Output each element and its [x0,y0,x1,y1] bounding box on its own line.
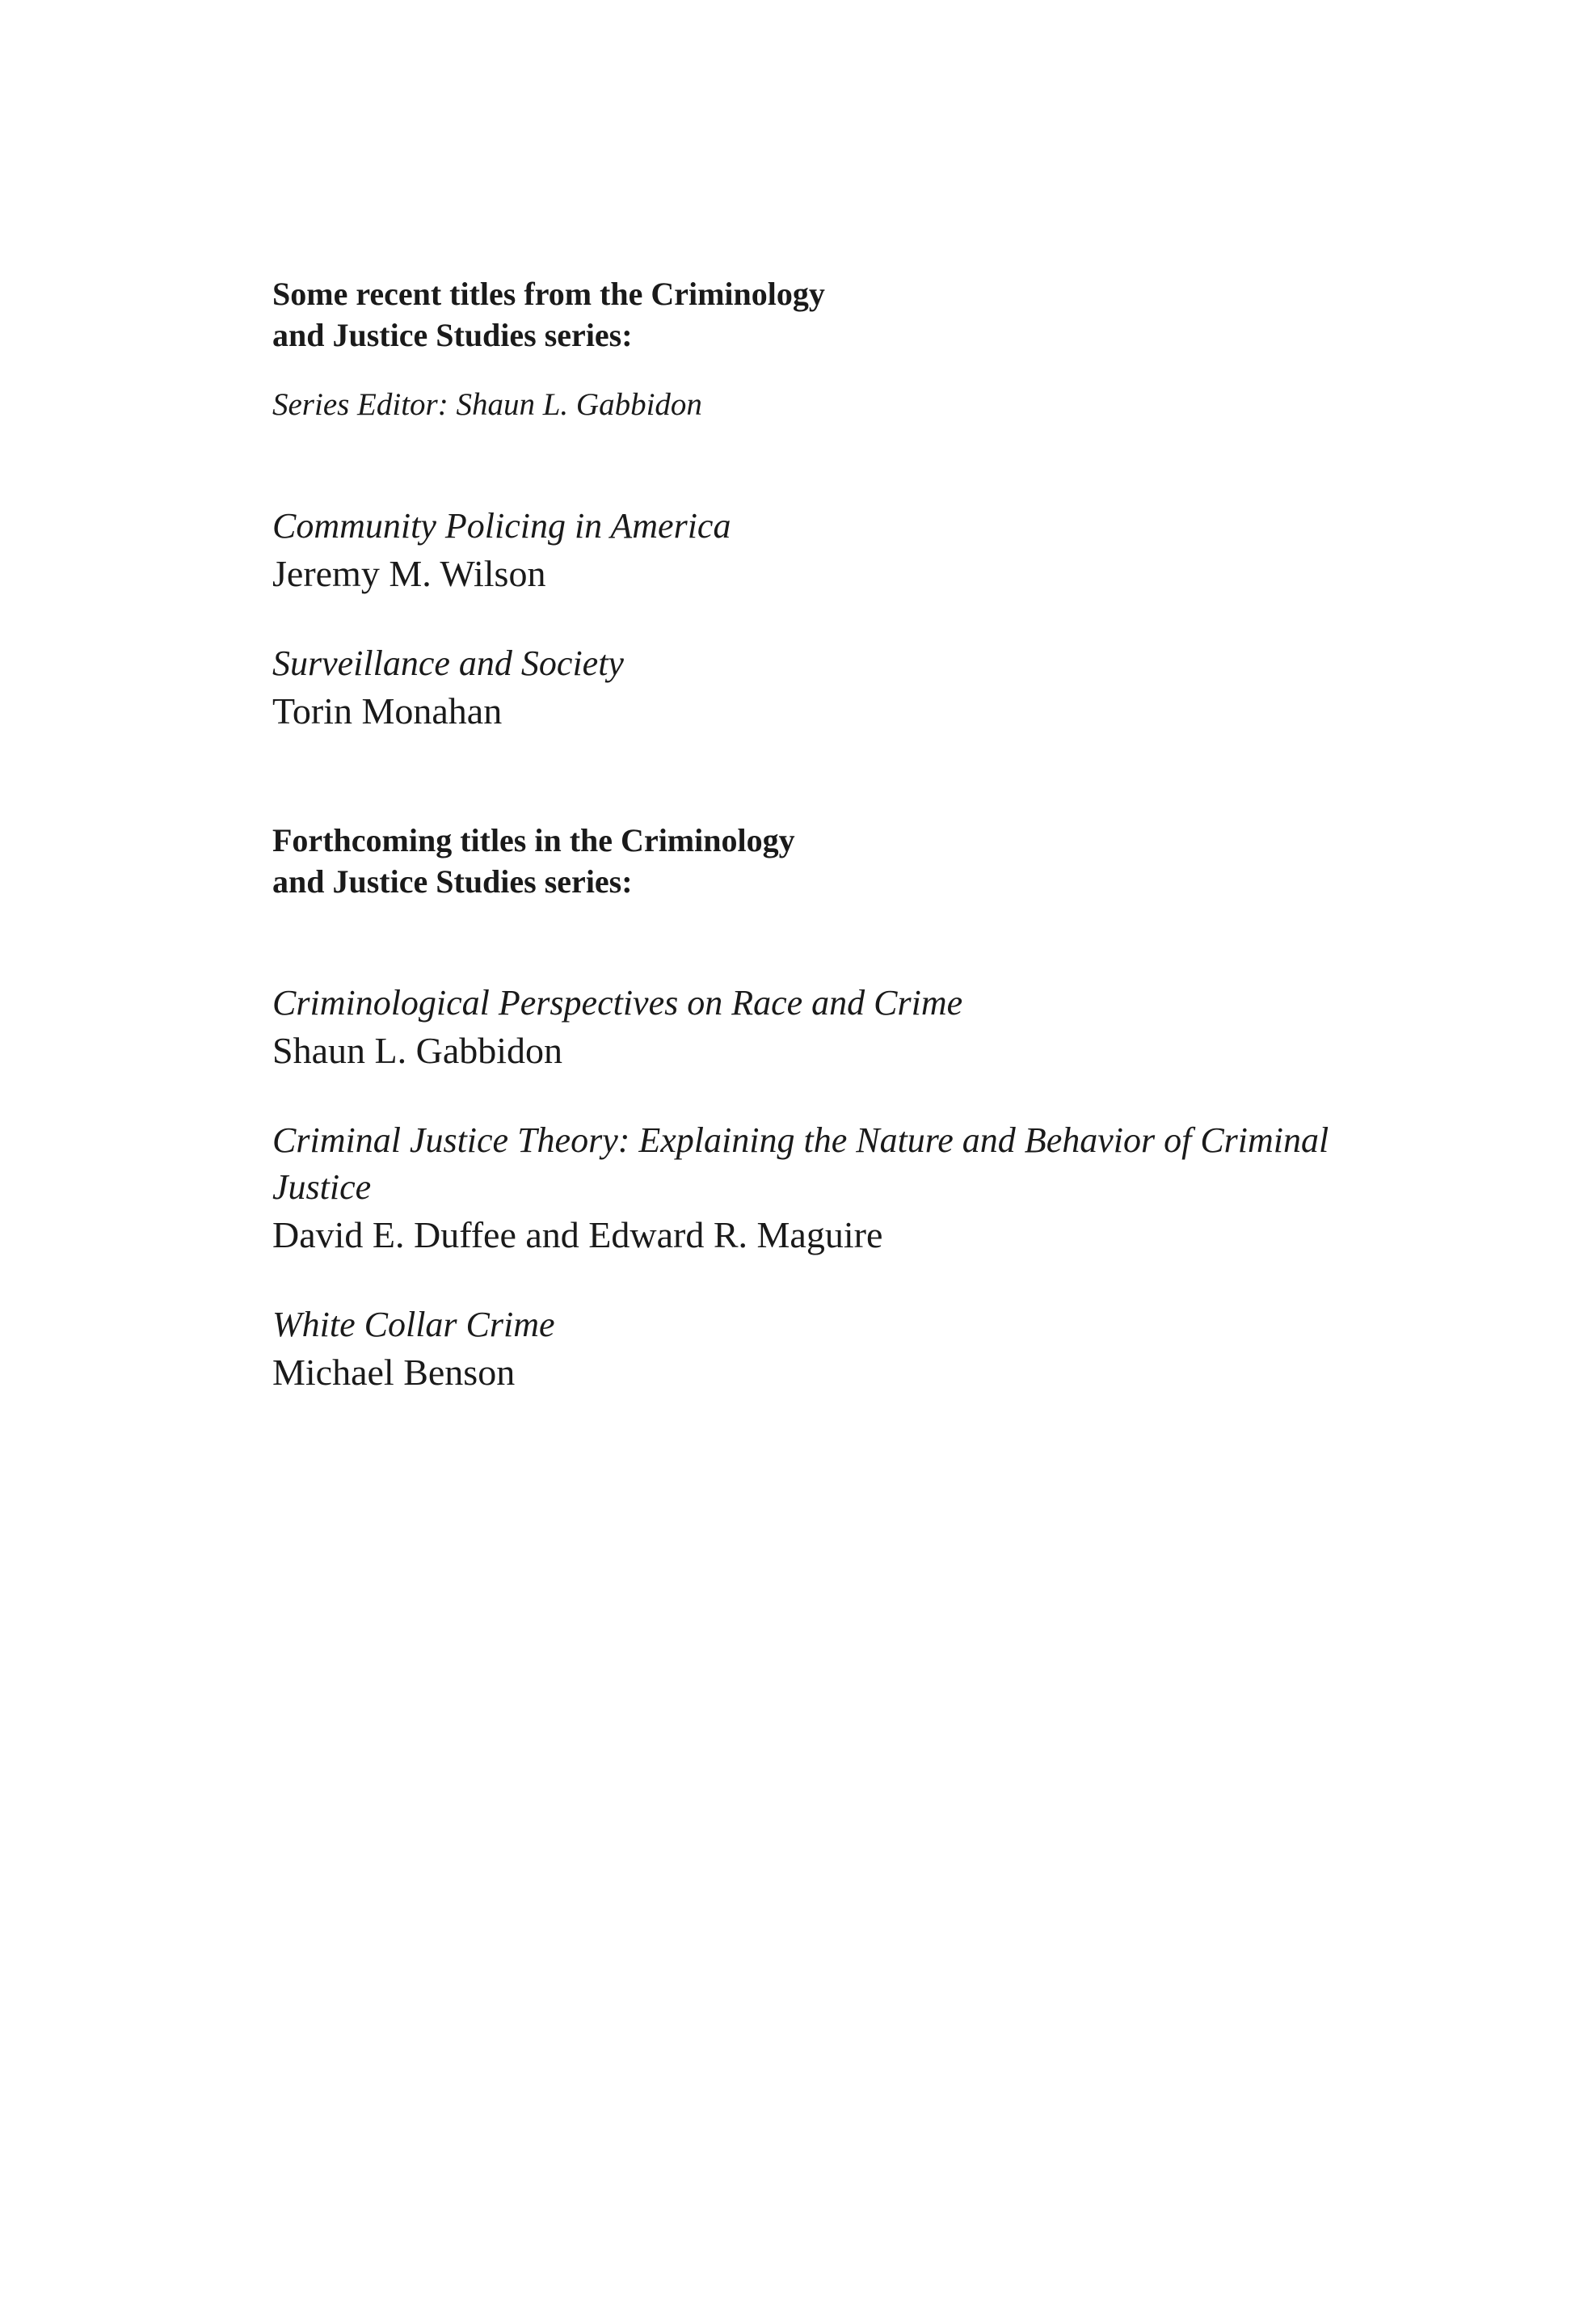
forthcoming-heading-line-2: and Justice Studies series: [272,863,633,900]
book-title: Criminal Justice Theory: Explaining the Nature and Behavior of Criminal Justice [272,1120,1329,1207]
recent-titles-heading [272,273,1347,356]
forthcoming-titles-heading [272,820,1347,902]
series-page [272,273,1347,1397]
book-title: Criminological Perspectives on Race and Crime [272,983,963,1023]
book-author: David E. Duffee and Edward R. Maguire [272,1214,883,1255]
recent-books-list [272,503,1347,736]
book-entry [272,1301,1347,1397]
book-entry [272,503,1347,598]
book-title: Surveillance and Society [272,643,624,683]
forthcoming-books-list [272,980,1347,1397]
book-author: Michael Benson [272,1352,516,1393]
recent-heading-line-1: Some recent titles from the Criminology [272,276,825,312]
recent-titles-section [272,273,1347,736]
book-entry [272,980,1347,1075]
book-author: Shaun L. Gabbidon [272,1030,563,1071]
book-author: Torin Monahan [272,690,503,732]
book-entry [272,1117,1347,1259]
book-author: Jeremy M. Wilson [272,553,546,594]
book-title: Community Policing in America [272,506,731,546]
forthcoming-titles-section [272,820,1347,1397]
forthcoming-heading-line-1: Forthcoming titles in the Criminology [272,822,795,858]
book-entry [272,640,1347,736]
recent-heading-line-2: and Justice Studies series: [272,317,633,353]
series-editor: Series Editor: Shaun L. Gabbidon [272,387,702,422]
book-title: White Collar Crime [272,1305,555,1344]
